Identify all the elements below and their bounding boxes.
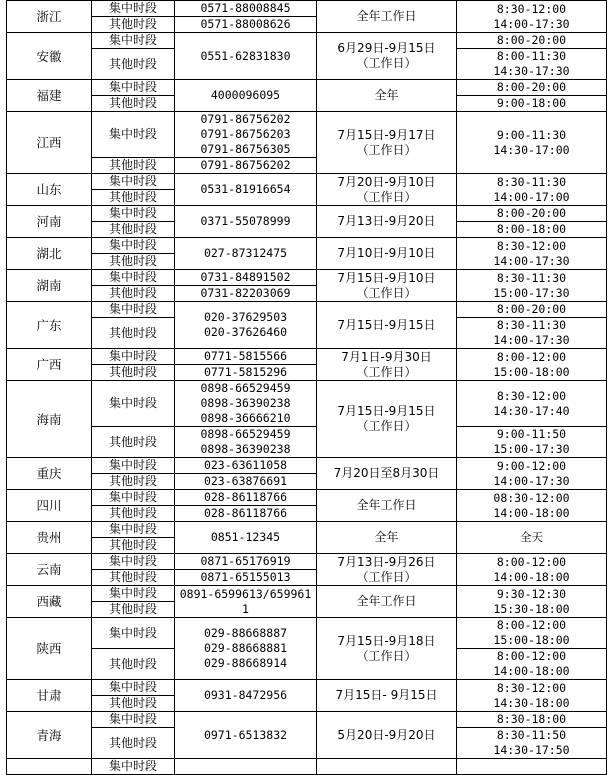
cell-line: 14:00-17:30 [493, 333, 570, 347]
table-body [7, 1, 607, 775]
cell-line: 8:00-20:00 [496, 80, 567, 94]
cell-line: 15:00-17:30 [493, 285, 570, 300]
period-other-cell: 其他时段 [92, 696, 175, 712]
cell-line: 029-88668881 [203, 641, 288, 655]
table-row [7, 586, 607, 602]
service-hours-cell [457, 49, 607, 80]
cell-line: 0891-6599613/659961 [179, 586, 312, 601]
service-dates-cell [317, 206, 457, 238]
blank-cell [7, 759, 92, 775]
cell-line: 0898-36666210 [200, 411, 291, 425]
cell-line: 023-63611058 [203, 458, 288, 472]
period-other-cell: 其他时段 [92, 318, 175, 349]
cell-line: 029-88668914 [203, 656, 288, 670]
cell-line: 8:00-20:00 [496, 206, 567, 220]
service-hours-cell [457, 349, 607, 381]
service-hours-cell [457, 112, 607, 174]
phone-cell [175, 33, 317, 80]
cell-line: 15:00-18:00 [493, 633, 570, 647]
service-hours-cell [457, 427, 607, 458]
cell-line: 9:00-18:00 [496, 96, 567, 110]
table-row [7, 427, 607, 458]
service-dates-cell [317, 618, 457, 680]
service-dates-cell [317, 238, 457, 270]
cell-line: 14:00-18:00 [493, 664, 570, 678]
period-other-cell: 其他时段 [92, 190, 175, 206]
province-cell: 安徽 [7, 33, 92, 80]
cell-line: 8:00-12:00 [496, 618, 567, 632]
service-hours-cell [457, 318, 607, 349]
cell-line: 8:00-11:30 [496, 49, 567, 63]
cell-line: 14:00-17:30 [493, 253, 570, 268]
period-other-cell: 其他时段 [92, 474, 175, 490]
cell-line: （工作日） [356, 56, 417, 70]
phone-cell [175, 80, 317, 112]
phone-cell [175, 238, 317, 270]
cell-line: 全年工作日 [356, 498, 417, 512]
phone-cell [175, 712, 317, 759]
cell-line: 14:00-18:00 [493, 569, 570, 584]
province-cell: 浙江 [7, 1, 92, 33]
service-dates-cell [317, 270, 457, 302]
cell-line: （工作日） [356, 648, 417, 663]
cell-line: 8:30-18:00 [496, 712, 567, 726]
cell-line: 15:00-17:30 [493, 442, 570, 456]
cell-line: 028-86118766 [203, 490, 288, 504]
province-cell: 四川 [7, 490, 92, 522]
blank-cell [317, 759, 457, 775]
cell-line: 9:30-12:30 [496, 586, 567, 601]
table-row [7, 1, 607, 17]
cell-line: 8:00-12:00 [496, 649, 567, 663]
cell-line: 14:00-17:00 [493, 189, 570, 204]
cell-line: 0771-5815566 [203, 349, 288, 363]
table-row [7, 270, 607, 286]
phone-cell [175, 270, 317, 286]
table-row [7, 522, 607, 538]
cell-line: 029-88668887 [203, 626, 288, 640]
table-row [7, 458, 607, 474]
service-hours-cell [457, 238, 607, 270]
cell-line: 8:30-11:30 [496, 318, 567, 332]
period-peak-cell: 集中时段 [92, 381, 175, 427]
cell-line: （工作日） [356, 419, 417, 433]
period-peak-cell: 集中时段 [92, 206, 175, 222]
cell-line: 15:30-18:00 [493, 601, 570, 616]
cell-line: 14:00-18:00 [493, 505, 570, 520]
service-hours-cell [457, 270, 607, 302]
cell-line: 0971-6513832 [203, 727, 288, 742]
cell-line: 14:30-17:50 [493, 743, 570, 757]
cell-line: 0898-36390238 [200, 442, 291, 456]
period-other-cell: 其他时段 [92, 602, 175, 618]
phone-cell [175, 302, 317, 349]
cell-line: 9:00-11:50 [496, 427, 567, 441]
service-hours-cell [457, 302, 607, 318]
blank-cell [175, 759, 317, 775]
cell-line: 7月13日-9月26日 [337, 554, 436, 569]
period-peak-cell: 集中时段 [92, 302, 175, 318]
service-hours-cell [457, 618, 607, 649]
period-other-cell: 其他时段 [92, 17, 175, 33]
province-cell: 陕西 [7, 618, 92, 680]
cell-line: 6月29日-9月15日 [337, 41, 436, 55]
period-peak-cell: 集中时段 [92, 80, 175, 96]
cell-line: 0871-65176919 [200, 554, 291, 568]
service-hours-cell [457, 206, 607, 222]
service-dates-cell [317, 1, 457, 33]
service-hours-cell [457, 728, 607, 759]
phone-cell [175, 1, 317, 17]
period-peak-cell: 集中时段 [92, 33, 175, 49]
phone-cell [175, 522, 317, 554]
service-dates-cell [317, 522, 457, 554]
cell-line: （工作日） [356, 364, 417, 379]
province-cell: 广西 [7, 349, 92, 381]
phone-cell [175, 286, 317, 302]
cell-line: 0371-55078999 [200, 214, 291, 228]
service-hours-cell [457, 649, 607, 680]
period-peak-cell: 集中时段 [92, 349, 175, 365]
period-other-cell: 其他时段 [92, 158, 175, 174]
province-cell: 青海 [7, 712, 92, 759]
period-other-cell: 其他时段 [92, 49, 175, 80]
cell-line: 020-37629503 [203, 310, 288, 324]
phone-cell [175, 206, 317, 238]
cell-line: 8:00-18:00 [496, 222, 567, 236]
cell-line: 7月15日-9月17日 [337, 127, 436, 142]
period-peak-cell: 集中时段 [92, 522, 175, 538]
province-cell: 海南 [7, 381, 92, 458]
service-hours-cell [457, 381, 607, 427]
service-hours-cell [457, 174, 607, 206]
table-row [7, 618, 607, 649]
period-peak-cell: 集中时段 [92, 586, 175, 602]
service-dates-cell [317, 302, 457, 349]
cell-line: 全年工作日 [356, 594, 417, 608]
cell-line: 0871-65155013 [200, 570, 291, 584]
cell-line: 023-63876691 [203, 474, 288, 488]
cell-line: 8:30-12:00 [496, 1, 567, 16]
cell-line: 9:00-12:00 [496, 458, 567, 473]
cell-line: 0931-8472956 [203, 688, 288, 702]
phone-cell [175, 618, 317, 680]
service-dates-cell [317, 112, 457, 174]
table-row [7, 80, 607, 96]
service-hours-cell [457, 554, 607, 586]
cell-line: 0791-86756203 [200, 127, 291, 141]
phone-cell [175, 458, 317, 474]
phone-cell [175, 349, 317, 365]
service-hours-cell [457, 458, 607, 490]
period-peak-cell: 集中时段 [92, 618, 175, 649]
blank-cell [457, 759, 607, 775]
cell-line: 全年 [374, 530, 399, 544]
table-row [7, 174, 607, 190]
cell-line: 8:00-20:00 [496, 302, 567, 316]
province-cell: 广东 [7, 302, 92, 349]
cell-line: （工作日） [356, 285, 417, 300]
cell-line: 全年工作日 [356, 9, 417, 23]
service-hours-cell [457, 712, 607, 728]
cell-line: 020-37626460 [203, 325, 288, 339]
service-dates-cell [317, 174, 457, 206]
cell-line: 7月15日-9月15日 [337, 317, 436, 332]
cell-line: 0791-86756202 [200, 158, 291, 172]
cell-line: 7月15日- 9月15日 [335, 688, 438, 702]
cell-line: 7月10日-9月10日 [337, 246, 436, 260]
cell-line: 7月20日至8月30日 [333, 466, 440, 480]
service-hours-cell [457, 80, 607, 96]
province-cell: 贵州 [7, 522, 92, 554]
table-row-partial [7, 759, 607, 775]
cell-line: 7月1日-9月30日 [341, 349, 432, 364]
cell-line: 0571-88008626 [200, 17, 291, 31]
phone-cell [175, 365, 317, 381]
province-cell: 云南 [7, 554, 92, 586]
cell-line: 0791-86756305 [200, 142, 291, 156]
phone-cell [175, 17, 317, 33]
period-other-cell: 其他时段 [92, 427, 175, 458]
cell-line: 8:00-12:00 [496, 349, 567, 364]
period-other-cell: 其他时段 [92, 286, 175, 302]
table-row [7, 349, 607, 365]
service-dates-cell [317, 586, 457, 618]
province-cell: 福建 [7, 80, 92, 112]
cell-line: 8:30-11:30 [496, 174, 567, 189]
phone-cell [175, 506, 317, 522]
cell-line: 0531-81916654 [200, 182, 291, 196]
cell-line: 8:00-12:00 [496, 554, 567, 569]
cell-line: 14:30-17:40 [493, 403, 570, 418]
cell-line: 08:30-12:00 [493, 490, 570, 505]
hotline-document [6, 0, 607, 775]
cell-line: 14:00-17:30 [493, 16, 570, 31]
cell-line: 7月15日-9月10日 [337, 270, 436, 285]
cell-line: 0898-66529459 [200, 381, 291, 395]
cell-line: 8:30-12:00 [496, 680, 567, 695]
cell-line: 5月20日-9月20日 [337, 727, 436, 742]
period-peak-cell: 集中时段 [92, 680, 175, 696]
province-cell: 甘肃 [7, 680, 92, 712]
service-dates-cell [317, 554, 457, 586]
table-row [7, 302, 607, 318]
table-row [7, 238, 607, 254]
cell-line: 7月13日-9月20日 [337, 214, 436, 228]
cell-line: 028-86118766 [203, 506, 288, 520]
cell-line: 9:00-11:30 [496, 127, 567, 142]
cell-line: 0898-66529459 [200, 427, 291, 441]
cell-line: 全天 [520, 530, 543, 544]
cell-line: 7月20日-9月10日 [337, 174, 436, 189]
period-peak-cell: 集中时段 [92, 174, 175, 190]
province-cell: 湖南 [7, 270, 92, 302]
phone-cell [175, 570, 317, 586]
cell-line: 14:00-17:30 [493, 473, 570, 488]
period-other-cell: 其他时段 [92, 96, 175, 112]
service-hours-cell [457, 1, 607, 33]
cell-line: 14:30-18:00 [493, 695, 570, 710]
phone-cell [175, 490, 317, 506]
period-peak-cell: 集中时段 [92, 112, 175, 158]
phone-cell [175, 381, 317, 427]
service-dates-cell [317, 680, 457, 712]
period-peak-cell: 集中时段 [92, 458, 175, 474]
cell-line: 0731-84891502 [200, 270, 291, 284]
province-cell: 重庆 [7, 458, 92, 490]
service-dates-cell [317, 33, 457, 80]
cell-line: 8:30-12:00 [496, 238, 567, 253]
province-cell: 山东 [7, 174, 92, 206]
cell-line: 027-87312475 [203, 246, 288, 260]
cell-line: 14:30-17:00 [493, 142, 570, 157]
table-row [7, 381, 607, 427]
service-dates-cell [317, 80, 457, 112]
service-hours-cell [457, 680, 607, 712]
service-dates-cell [317, 458, 457, 490]
hotline-table [6, 0, 607, 775]
cell-line: （工作日） [356, 142, 417, 157]
period-other-cell: 其他时段 [92, 254, 175, 270]
period-peak-cell: 集中时段 [92, 1, 175, 17]
cell-line: （工作日） [356, 569, 417, 584]
cell-line: 7月15日-9月15日 [337, 404, 436, 418]
period-other-cell: 其他时段 [92, 649, 175, 680]
cell-line: 8:30-12:00 [496, 388, 567, 403]
province-cell: 西藏 [7, 586, 92, 618]
cell-line: 4000096095 [210, 88, 281, 102]
period-peak-cell: 集中时段 [92, 554, 175, 570]
cell-line: 8:00-20:00 [496, 33, 567, 47]
service-hours-cell [457, 490, 607, 522]
cell-line: 1 [242, 601, 249, 616]
cell-line: （工作日） [356, 189, 417, 204]
cell-line: 0898-36390238 [200, 396, 291, 410]
cell-line: 全年 [374, 88, 399, 102]
table-row [7, 112, 607, 158]
table-row [7, 712, 607, 728]
cell-line: 0571-88008845 [200, 1, 291, 15]
period-other-cell: 其他时段 [92, 222, 175, 238]
table-row [7, 33, 607, 49]
period-other-cell: 其他时段 [92, 728, 175, 759]
phone-cell [175, 474, 317, 490]
period-peak-cell: 集中时段 [92, 490, 175, 506]
phone-cell [175, 554, 317, 570]
cell-line: 0731-82203069 [200, 286, 291, 300]
phone-cell [175, 112, 317, 158]
cell-line: 8:30-11:30 [496, 270, 567, 285]
province-cell: 江西 [7, 112, 92, 174]
service-hours-cell [457, 522, 607, 554]
table-row [7, 554, 607, 570]
cell-line: 0551-62831830 [200, 48, 291, 63]
service-dates-cell [317, 490, 457, 522]
period-peak-cell: 集中时段 [92, 759, 175, 775]
period-other-cell: 其他时段 [92, 538, 175, 554]
service-hours-cell [457, 96, 607, 112]
service-hours-cell [457, 586, 607, 618]
service-dates-cell [317, 381, 457, 458]
period-other-cell: 其他时段 [92, 570, 175, 586]
period-other-cell: 其他时段 [92, 365, 175, 381]
table-row [7, 206, 607, 222]
cell-line: 0851-12345 [210, 530, 281, 544]
cell-line: 0771-5815296 [203, 365, 288, 379]
phone-cell [175, 427, 317, 458]
period-other-cell: 其他时段 [92, 506, 175, 522]
service-dates-cell [317, 712, 457, 759]
period-peak-cell: 集中时段 [92, 712, 175, 728]
cell-line: 0791-86756202 [200, 112, 291, 126]
service-hours-cell [457, 33, 607, 49]
service-dates-cell [317, 349, 457, 381]
cell-line: 15:00-18:00 [493, 364, 570, 379]
service-hours-cell [457, 222, 607, 238]
phone-cell [175, 174, 317, 206]
phone-cell [175, 586, 317, 618]
cell-line: 8:30-11:50 [496, 728, 567, 742]
table-row [7, 680, 607, 696]
phone-cell [175, 680, 317, 712]
province-cell: 河南 [7, 206, 92, 238]
cell-line: 14:30-17:30 [493, 64, 570, 78]
phone-cell [175, 158, 317, 174]
table-row [7, 490, 607, 506]
province-cell: 湖北 [7, 238, 92, 270]
period-peak-cell: 集中时段 [92, 270, 175, 286]
period-peak-cell: 集中时段 [92, 238, 175, 254]
cell-line: 7月15日-9月18日 [337, 633, 436, 648]
